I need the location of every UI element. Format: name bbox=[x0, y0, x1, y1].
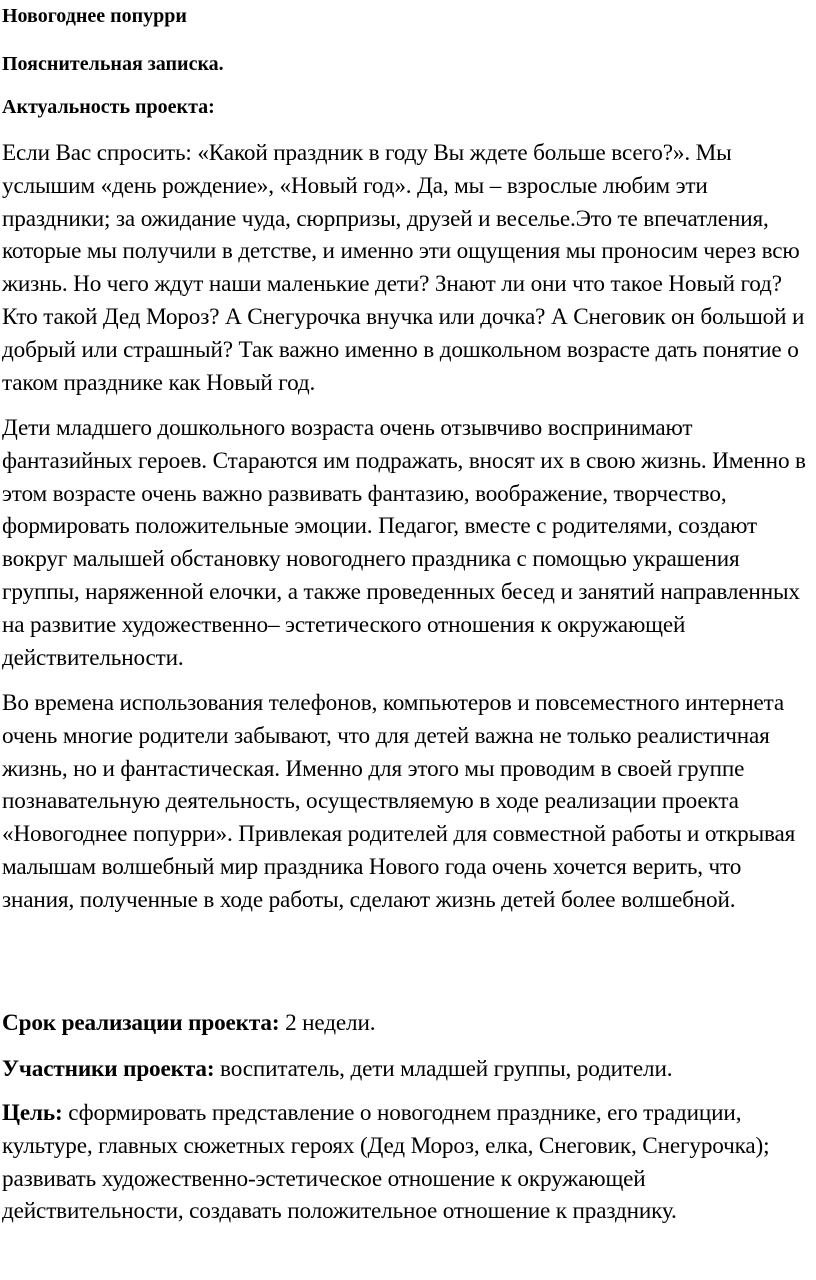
project-goal-value: сформировать представление о новогоднем празднике, его традиции, культуре, главных сюжетных героях (Дед Мороз, елка, Снеговик, Снегурочка); развивать художественно-эстетическое отношение к окружающей действительности, создавать положительное отношение к празднику. bbox=[2, 1100, 770, 1225]
paragraph-3: Во времена использования телефонов, компьютеров и повсеместного интернета очень многие родители забывают, что для детей важна не только реалистичная жизнь, но и фантастическая. Именно для этого мы проводим в своей группе познавательную деятельность, осуществляемую в ходе реализации проекта «Новогоднее попурри». Привлекая родителей для совместной работы и открывая малышам волшебный мир праздника Нового года очень хочется верить, что знания, полученные в ходе работы, сделают жизнь детей более волшебной. bbox=[2, 690, 796, 913]
document-title: Новогоднее попурри bbox=[2, 5, 187, 27]
project-participants bbox=[2, 1053, 816, 1086]
project-term bbox=[2, 1007, 816, 1040]
paragraph-1: Если Вас спросить: «Какой праздник в году Вы ждете больше всего?». Мы услышим «день рождение», «Новый год». Да, мы – взрослые любим эти праздники; за ожидание чуда, сюрпризы, друзей и веселье.Это те впечатления, которые мы получили в детстве, и именно эти ощущения мы проносим через всю жизнь. Но чего ждут наши маленькие дети? Знают ли они что такое Новый год? Кто такой Дед Мороз? А Снегурочка внучка или дочка? А Снеговик он большой и добрый или страшный? Так важно именно в дошкольном возрасте дать понятие о таком празднике как Новый год. bbox=[2, 140, 805, 396]
project-participants-value: воспитатель, дети младшей группы, родители. bbox=[214, 1056, 673, 1082]
project-goal-label: Цель: bbox=[2, 1100, 63, 1126]
relevance-heading: Актуальность проекта: bbox=[2, 96, 215, 118]
document-subtitle: Пояснительная записка. bbox=[2, 53, 224, 75]
project-term-label: Срок реализации проекта: bbox=[2, 1010, 280, 1036]
project-goal bbox=[2, 1097, 816, 1228]
project-term-value: 2 недели. bbox=[279, 1010, 376, 1036]
paragraph-2: Дети младшего дошкольного возраста очень отзывчиво воспринимают фантазийных героев. Стараются им подражать, вносят их в свою жизнь. Именно в этом возрасте очень важно развивать фантазию, воображение, творчество, формировать положительные эмоции. Педагог, вместе с родителями, создают вокруг малышей обстановку новогоднего праздника с помощью украшения группы, наряженной елочки, а также проведенных бесед и занятий направленных на развитие художественно– эстетического отношения к окружающей действительности. bbox=[2, 415, 806, 671]
project-participants-label: Участники проекта: bbox=[2, 1056, 215, 1082]
